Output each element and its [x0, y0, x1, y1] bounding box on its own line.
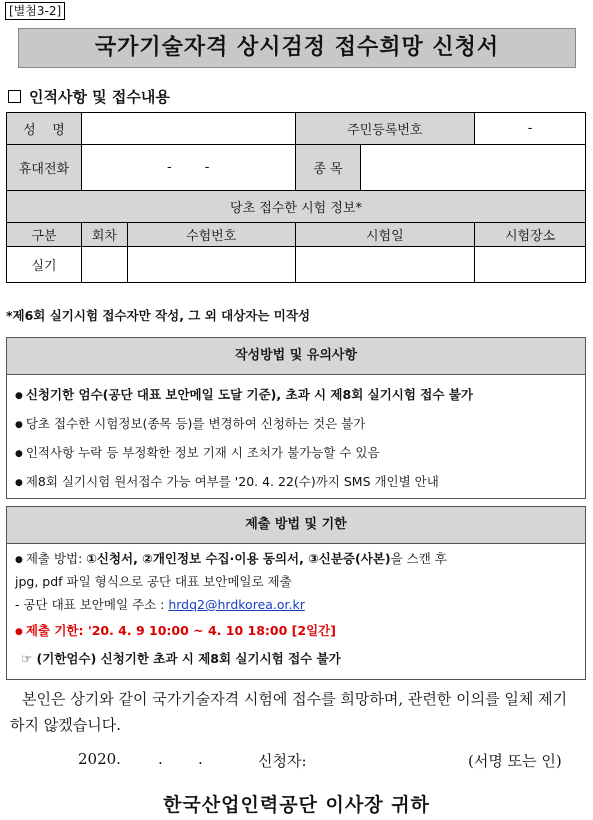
exam-info-title: 당초 접수한 시험 정보* [7, 191, 586, 223]
pledge-text: 본인은 상기와 같이 국가기술자격 시험에 접수를 희망하며, 관련한 이의를 일체 제기하지 않겠습니다. [10, 690, 568, 734]
exam-header: 시험일 [295, 223, 475, 247]
addressee: 한국산업인력공단 이사장 귀하 [163, 794, 430, 816]
exam-info-note: *제6회 실기시험 접수자만 작성, 그 외 대상자는 미작성 [6, 308, 311, 323]
rrn-label: 주민등록번호 [295, 113, 475, 145]
submit-method-docs: ①신청서, ②개인정보 수집·이용 동의서, ③신분증(사본) [86, 551, 391, 566]
email-link[interactable]: hrdq2@hrdkorea.or.kr [168, 597, 305, 612]
name-field[interactable] [81, 113, 295, 145]
applicant-table [6, 112, 586, 283]
submit-panel [6, 506, 586, 680]
guide-list [7, 375, 585, 503]
section-heading-label: 인적사항 및 접수내용 [29, 88, 170, 106]
subject-label: 종 목 [295, 145, 361, 191]
exam-header: 구분 [7, 223, 82, 247]
exam-date-field[interactable] [295, 247, 475, 283]
exam-place-field[interactable] [475, 247, 586, 283]
guide-title: 작성방법 및 유의사항 [7, 338, 585, 375]
email-label: - 공단 대표 보안메일 주소 : [15, 597, 169, 612]
exam-header: 시험장소 [475, 223, 586, 247]
date-year: 2020. [78, 750, 121, 768]
guide-item: ● 제8회 실기시험 원서접수 가능 여부를 '20. 4. 22(수)까지 SMS 개인별 안내 [15, 468, 577, 497]
subject-field[interactable] [361, 145, 586, 191]
submit-warning: ☞ (기한엄수) 신청기한 초과 시 제8회 실기시험 접수 불가 [21, 651, 341, 666]
applicant-label: 신청자: [258, 752, 307, 770]
submit-list [7, 544, 585, 678]
submit-method-line2: jpg, pdf 파일 형식으로 공단 대표 보안메일로 제출 [15, 574, 292, 589]
exam-header: 회차 [81, 223, 127, 247]
phone-label: 휴대전화 [7, 145, 82, 191]
submit-deadline: ● 제출 기한: '20. 4. 9 10:00 ~ 4. 10 18:00 [2일간] [15, 617, 577, 646]
name-label: 성 명 [7, 113, 82, 145]
guide-item: ● 당초 접수한 시험정보(종목 등)를 변경하여 신청하는 것은 불가 [15, 410, 577, 439]
submit-method-suffix: 을 스캔 후 [390, 551, 447, 566]
phone-field[interactable]: - - [81, 145, 295, 191]
submit-method [15, 548, 577, 571]
exam-round-field[interactable] [81, 247, 127, 283]
exam-type-cell: 실기 [7, 247, 82, 283]
submit-method-prefix: 제출 방법: [25, 551, 87, 566]
guide-item: ● 신청기한 엄수(공단 대표 보안메일 도달 기준), 초과 시 제8회 실기시험 접수 불가 [15, 381, 577, 410]
submit-email-line [15, 593, 577, 617]
checkbox-square-icon [8, 90, 21, 103]
guide-item: ● 인적사항 누락 등 부정확한 정보 기재 시 조치가 불가능할 수 있음 [15, 439, 577, 468]
date-month[interactable]: . [158, 750, 163, 768]
signature-label: (서명 또는 인) [468, 752, 562, 770]
attachment-tag: [별첨3-2] [5, 2, 65, 20]
rrn-field[interactable]: - [475, 113, 586, 145]
guide-panel [6, 337, 586, 499]
submit-title: 제출 방법 및 기한 [7, 507, 585, 544]
date-day[interactable]: . [198, 750, 203, 768]
section-heading [8, 86, 170, 107]
exam-header: 수험번호 [127, 223, 295, 247]
page-title: 국가기술자격 상시검정 접수희망 신청서 [18, 28, 576, 68]
exam-number-field[interactable] [127, 247, 295, 283]
